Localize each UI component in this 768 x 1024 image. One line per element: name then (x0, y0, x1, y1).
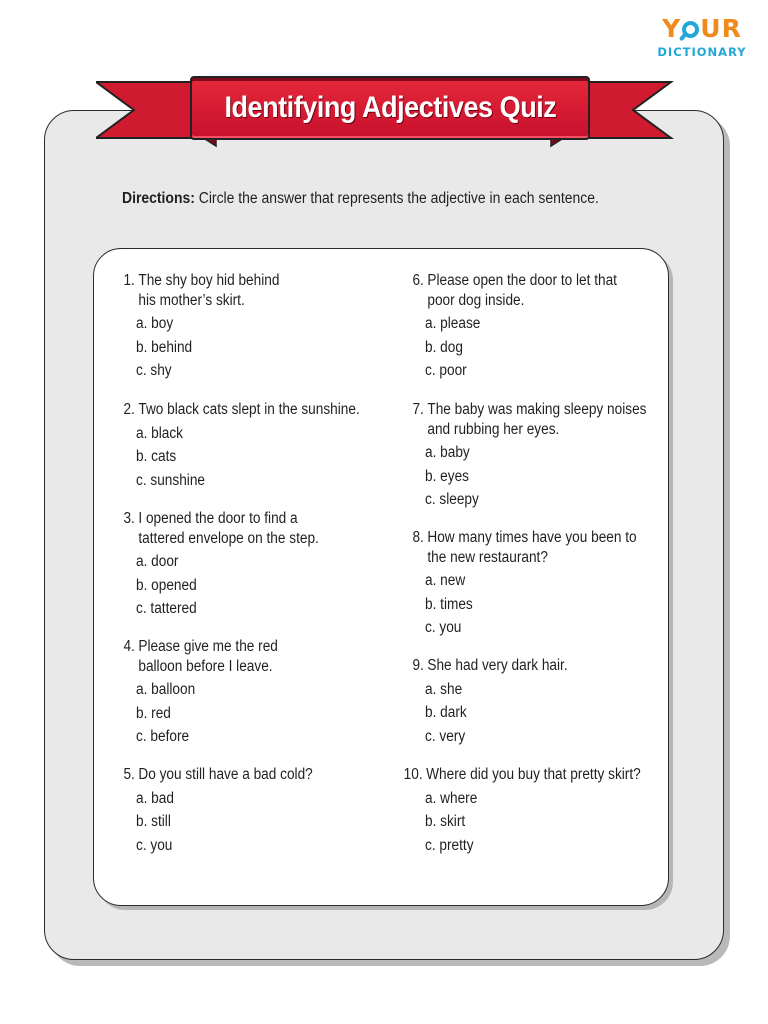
page-title: Identifying Adjectives Quiz (224, 91, 556, 124)
answer-option[interactable]: c. before (136, 728, 190, 745)
answer-option[interactable]: b. still (136, 813, 171, 830)
answer-option[interactable]: b. eyes (425, 467, 469, 485)
answer-option[interactable]: b. dog (425, 338, 463, 356)
question-text: Please open the door to let that poor dog inside. (427, 272, 617, 309)
answer-option[interactable]: a. please (425, 315, 481, 332)
question-2 (119, 400, 389, 490)
question-text: The baby was making sleepy noises and rubbing her eyes. (427, 401, 647, 438)
question-9 (408, 656, 678, 746)
question-number: 4. (123, 638, 135, 655)
answer-option[interactable]: c. tattered (136, 600, 197, 617)
question-number: 6. (412, 272, 424, 289)
answer-option[interactable]: a. baby (425, 444, 470, 461)
answer-option[interactable]: a. new (425, 572, 466, 589)
answer-option[interactable]: b. dark (425, 704, 467, 721)
question-number: 10. (403, 766, 423, 783)
question-text: Do you still have a bad cold? (138, 766, 313, 783)
answer-option[interactable]: c. shy (136, 362, 172, 379)
question-text: She had very dark hair. (427, 657, 568, 674)
answer-option[interactable]: b. red (136, 704, 171, 722)
answer-option[interactable]: a. where (425, 789, 478, 807)
question-7 (408, 400, 678, 510)
question-8 (408, 528, 678, 638)
logo-your-text: Y UR (662, 14, 742, 43)
answer-option[interactable]: c. you (425, 619, 462, 636)
logo-dictionary-text: DICTIONARY (657, 45, 747, 59)
answer-option[interactable]: c. pretty (425, 836, 474, 854)
answer-option[interactable]: c. you (136, 836, 173, 854)
question-5 (119, 765, 389, 855)
question-text: I opened the door to find a tattered envelope on the step. (138, 510, 319, 547)
answer-option[interactable]: b. cats (136, 448, 177, 465)
question-text: The shy boy hid behind his mother’s skirt. (138, 272, 280, 309)
question-6 (408, 271, 678, 381)
yourdictionary-logo[interactable] (652, 16, 752, 59)
question-text: Please give me the red balloon before I leave. (138, 638, 278, 675)
answer-option[interactable]: a. black (136, 424, 184, 442)
question-number: 1. (123, 272, 135, 289)
question-1 (119, 271, 389, 381)
answer-option[interactable]: c. very (425, 727, 466, 745)
directions-label: Directions: (122, 190, 195, 207)
title-banner (190, 76, 590, 140)
answer-option[interactable]: c. poor (425, 362, 467, 379)
answer-option[interactable]: b. behind (136, 338, 193, 356)
question-number: 5. (123, 766, 135, 783)
directions-text: Circle the answer that represents the adjective in each sentence. (198, 190, 599, 207)
question-number: 9. (412, 657, 424, 674)
question-10 (398, 765, 668, 855)
answer-option[interactable]: a. she (425, 680, 463, 698)
question-number: 7. (412, 401, 424, 418)
answer-option[interactable]: b. times (425, 595, 473, 613)
question-number: 8. (412, 529, 424, 546)
directions (122, 190, 599, 208)
answer-option[interactable]: b. opened (136, 576, 197, 594)
answer-option[interactable]: c. sleepy (425, 491, 479, 508)
answer-option[interactable]: a. door (136, 553, 179, 570)
question-3 (119, 509, 389, 619)
answer-option[interactable]: b. skirt (425, 813, 466, 830)
answer-option[interactable]: a. balloon (136, 681, 196, 698)
question-text: Where did you buy that pretty skirt? (426, 766, 641, 783)
question-text: How many times have you been to the new restaurant? (427, 529, 637, 566)
question-text: Two black cats slept in the sunshine. (138, 401, 360, 418)
answer-option[interactable]: a. bad (136, 789, 174, 807)
magnifier-icon (682, 21, 699, 38)
answer-option[interactable]: c. sunshine (136, 471, 206, 489)
answer-option[interactable]: a. boy (136, 315, 174, 332)
question-number: 3. (123, 510, 135, 527)
question-number: 2. (123, 401, 135, 418)
question-4 (119, 637, 389, 747)
